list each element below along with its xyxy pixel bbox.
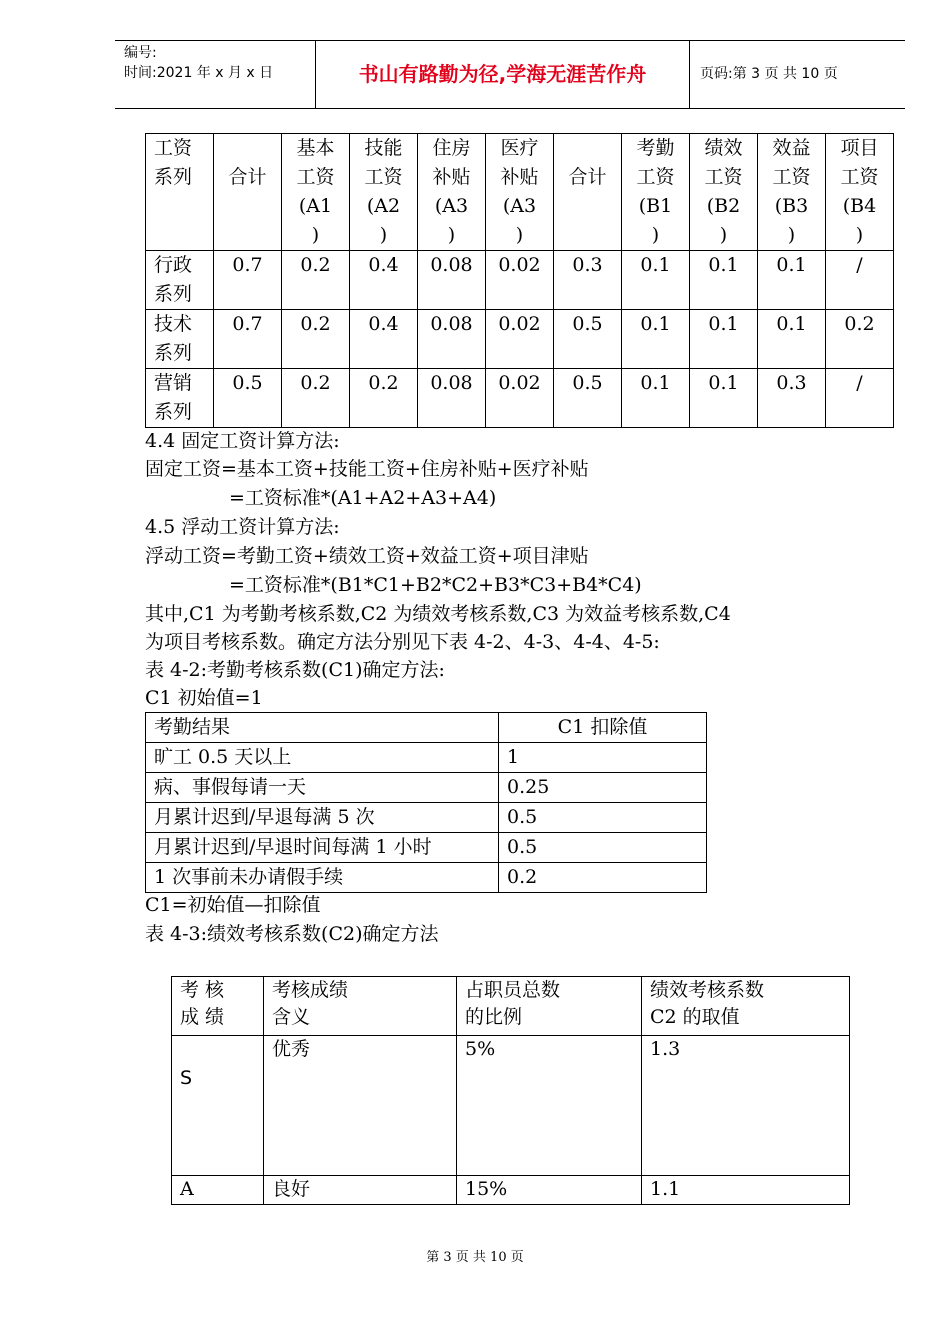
value-cell: 0.1 <box>690 369 758 428</box>
table-row <box>146 310 894 369</box>
attendance-result-cell: 1 次事前未办请假手续 <box>146 863 499 893</box>
attendance-result-cell: 旷工 0.5 天以上 <box>146 743 499 773</box>
table-header-row <box>172 977 850 1036</box>
value-cell: 0.1 <box>758 251 826 310</box>
value-cell: 0.1 <box>622 310 690 369</box>
meaning-cell: 优秀 <box>264 1036 457 1176</box>
header-cell: 效益 工资 (B3 ) <box>758 134 826 251</box>
value-cell: 0.02 <box>486 310 554 369</box>
value-cell: 0.08 <box>418 310 486 369</box>
header-motto: 书山有路勤为径,学海无涯苦作舟 <box>316 41 690 108</box>
attendance-coefficient-table <box>145 712 707 893</box>
coefficient-description-1: 其中,C1 为考勤考核系数,C2 为绩效考核系数,C3 为效益考核系数,C4 <box>145 603 731 625</box>
c1-initial-value: C1 初始值=1 <box>145 687 263 709</box>
table-4-3-title: 表 4-3:绩效考核系数(C2)确定方法 <box>145 923 439 945</box>
coefficient-cell: 1.1 <box>642 1176 850 1205</box>
header-cell: 绩效考核系数 C2 的取值 <box>642 977 850 1036</box>
value-cell: 0.1 <box>622 251 690 310</box>
value-cell: 0.08 <box>418 251 486 310</box>
value-cell: 0.7 <box>214 251 282 310</box>
header-cell: 合计 <box>554 134 622 251</box>
value-cell: / <box>826 369 894 428</box>
value-cell: 0.5 <box>554 369 622 428</box>
section-4-4-title: 4.4 固定工资计算方法: <box>145 430 340 452</box>
row-name-cell: 技术 系列 <box>146 310 214 369</box>
value-cell: 0.2 <box>282 369 350 428</box>
header-cell: 住房 补贴 (A3 ) <box>418 134 486 251</box>
header-cell: 考 核 成 绩 <box>172 977 264 1036</box>
value-cell: 0.1 <box>758 310 826 369</box>
value-cell: 0.08 <box>418 369 486 428</box>
attendance-result-cell: 月累计迟到/早退时间每满 1 小时 <box>146 833 499 863</box>
value-cell: 0.2 <box>282 310 350 369</box>
attendance-result-cell: 病、事假每请一天 <box>146 773 499 803</box>
fixed-salary-formula: 固定工资=基本工资+技能工资+住房补贴+医疗补贴 <box>145 458 589 480</box>
ratio-cell: 5% <box>457 1036 642 1176</box>
value-cell: 0.3 <box>758 369 826 428</box>
table-row <box>146 803 707 833</box>
value-cell: 0.5 <box>554 310 622 369</box>
table-header-row <box>146 713 707 743</box>
value-cell: / <box>826 251 894 310</box>
header-cell: C1 扣除值 <box>499 713 707 743</box>
row-name-cell: 营销 系列 <box>146 369 214 428</box>
deduction-cell: 0.5 <box>499 833 707 863</box>
table-row <box>146 369 894 428</box>
value-cell: 0.2 <box>282 251 350 310</box>
header-cell: 占职员总数 的比例 <box>457 977 642 1036</box>
meaning-cell: 良好 <box>264 1176 457 1205</box>
value-cell: 0.1 <box>690 251 758 310</box>
value-cell: 0.4 <box>350 310 418 369</box>
deduction-cell: 0.25 <box>499 773 707 803</box>
salary-structure-table <box>145 133 894 428</box>
coefficient-cell: 1.3 <box>642 1036 850 1176</box>
attendance-result-cell: 月累计迟到/早退每满 5 次 <box>146 803 499 833</box>
table-row <box>146 743 707 773</box>
grade-cell: A <box>172 1176 264 1205</box>
header-cell: 合计 <box>214 134 282 251</box>
table-row <box>146 251 894 310</box>
deduction-cell: 1 <box>499 743 707 773</box>
coefficient-description-2: 为项目考核系数。确定方法分别见下表 4-2、4-3、4-4、4-5: <box>145 631 660 653</box>
performance-coefficient-table <box>171 976 850 1205</box>
value-cell: 0.1 <box>690 310 758 369</box>
header-cell: 考核成绩 含义 <box>264 977 457 1036</box>
value-cell: 0.4 <box>350 251 418 310</box>
header-cell: 考勤结果 <box>146 713 499 743</box>
table-row <box>172 1176 850 1205</box>
value-cell: 0.2 <box>350 369 418 428</box>
header-cell: 项目 工资 (B4 ) <box>826 134 894 251</box>
table-header-row <box>146 134 894 251</box>
row-name-cell: 行政 系列 <box>146 251 214 310</box>
header-cell: 医疗 补贴 (A3 ) <box>486 134 554 251</box>
value-cell: 0.02 <box>486 369 554 428</box>
floating-salary-formula-expanded: =工资标准*(B1*C1+B2*C2+B3*C3+B4*C4) <box>229 574 642 596</box>
section-4-5-title: 4.5 浮动工资计算方法: <box>145 516 340 538</box>
deduction-cell: 0.2 <box>499 863 707 893</box>
header-cell: 绩效 工资 (B2 ) <box>690 134 758 251</box>
header-cell: 技能 工资 (A2 ) <box>350 134 418 251</box>
ratio-cell: 15% <box>457 1176 642 1205</box>
value-cell: 0.7 <box>214 310 282 369</box>
grade-cell: S <box>172 1036 264 1176</box>
table-row <box>146 863 707 893</box>
value-cell: 0.5 <box>214 369 282 428</box>
floating-salary-formula: 浮动工资=考勤工资+绩效工资+效益工资+项目津贴 <box>145 545 589 567</box>
header-page-number: 页码:第 3 页 共 10 页 <box>700 66 838 82</box>
c1-formula: C1=初始值—扣除值 <box>145 894 321 916</box>
header-cell: 基本 工资 (A1 ) <box>282 134 350 251</box>
page-header <box>115 40 905 109</box>
value-cell: 0.1 <box>622 369 690 428</box>
value-cell: 0.02 <box>486 251 554 310</box>
page-footer: 第 3 页 共 10 页 <box>426 1250 524 1265</box>
table-row <box>172 1036 850 1176</box>
value-cell: 0.2 <box>826 310 894 369</box>
document-number: 编号: <box>124 45 157 61</box>
table-row <box>146 773 707 803</box>
table-4-2-title: 表 4-2:考勤考核系数(C1)确定方法: <box>145 659 445 681</box>
header-cell: 考勤 工资 (B1 ) <box>622 134 690 251</box>
table-row <box>146 833 707 863</box>
header-cell: 工资 系列 <box>146 134 214 251</box>
document-time: 时间:2021 年 x 月 x 日 <box>124 65 274 81</box>
fixed-salary-formula-expanded: =工资标准*(A1+A2+A3+A4) <box>229 487 497 509</box>
header-meta <box>115 41 316 108</box>
deduction-cell: 0.5 <box>499 803 707 833</box>
value-cell: 0.3 <box>554 251 622 310</box>
